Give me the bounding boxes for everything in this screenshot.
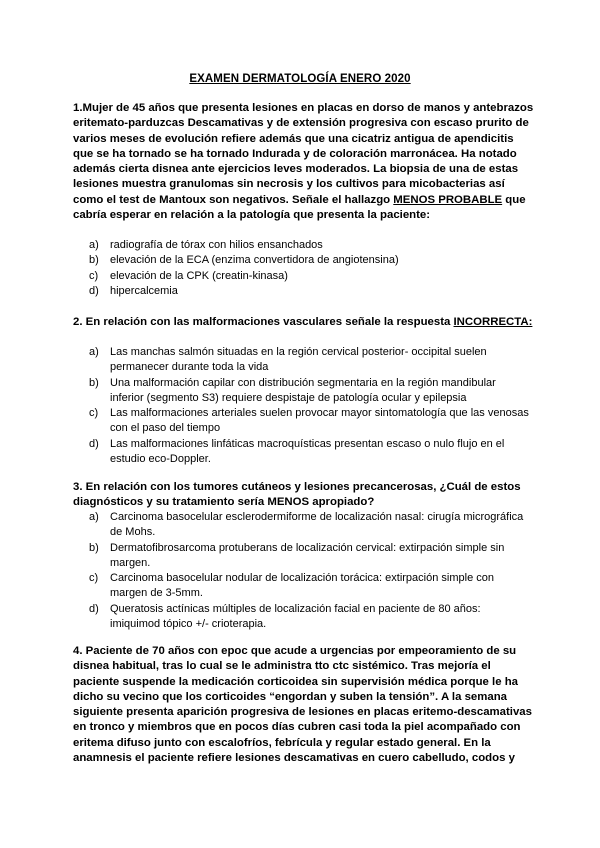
option-3c: c) Carcinoma basocelular nodular de localización torácica: extirpación simple con margen de 3-5mm. [89, 572, 494, 600]
option-3d: d) Queratosis actínicas múltiples de localización facial en paciente de 80 años: imiquimod tópico +/- crioterapia. [89, 602, 481, 631]
question-2-stem [73, 315, 536, 330]
option-3a: a) Carcinoma basocelular esclerodermiforme de localización nasal: cirugía micrográfica de Mohs. [89, 511, 524, 539]
question-3-options [89, 510, 529, 632]
option-1b: b) elevación de la ECA (enzima convertidora de angiotensina) [89, 254, 399, 267]
question-4-stem: 4. Paciente de 70 años con epoc que acude a urgencias por empeoramiento de su disnea habitual, tras lo cual se le administra tto ctc sistémico. Tras mejoría el paciente suspende la medicación corticoidea sin supervisión médica porque le ha dicho su vecino que los corticoides “engordan y suben la tensión”. A la semana siguiente presenta aparición progresiva de lesiones en placas eritemo-descamativas en tronco y miembros que en pocos días cubren casi toda la piel acompañado con eritema difuso junto con escalofríos, febrícula y regular estado general. En la anamnesis el paciente refiere lesiones descamativas en cuero cabelludo, codos y [73, 645, 532, 765]
question-1-stem [73, 101, 536, 223]
question-2-emphasis: INCORRECTA: [453, 316, 533, 328]
option-2b: b) Una malformación capilar con distribución segmentaria en la región mandibular inferior (segmento S3) requiere despistaje de patología ocular y epilepsia [89, 376, 496, 404]
option-2c: c) Las malformaciones arteriales suelen provocar mayor sintomatología que las venosas con el paso del tiempo [89, 407, 529, 435]
option-2a: a) Las manchas salmón situadas en la región cervical posterior- occipital suelen permanecer durante toda la vida [89, 346, 487, 374]
option-3b: b) Dermatofibrosarcoma protuberans de localización cervical: extirpación simple sin margen. [89, 541, 505, 569]
exam-title: EXAMEN DERMATOLOGÍA ENERO 2020 [189, 73, 411, 85]
question-2-text: 2. En relación con las malformaciones vasculares señale la respuesta [73, 316, 454, 328]
question-1-text: 1.Mujer de 45 años que presenta lesiones en placas en dorso de manos y antebrazos eritemato-parduzcas Descamativas y de extensión progresiva con escaso prurito de varios meses de evolución refiere además que una cicatriz antigua de apendicitis que se ha tornado se ha tornado Indurada y de coloración marronácea. Ha notado además cierta disnea ante ejercicios leves moderados. La biopsia de una de estas lesiones muestra granulomas sin necrosis y los cultivos para micobacterias así como el test de Mantoux son negativos. Señale el hallazgo [73, 102, 534, 206]
option-2d: d) Las malformaciones linfáticas macroquísticas presentan escaso o nulo flujo en el estudio eco-Doppler. [89, 437, 505, 466]
question-1-options [89, 238, 529, 299]
option-1a: a) radiografía de tórax con hilios ensanchados [89, 239, 323, 251]
question-1-emphasis: MENOS PROBABLE [393, 193, 503, 206]
option-1d: d) hipercalcemia [89, 284, 178, 297]
question-2-options [89, 345, 529, 467]
question-1-text-end: que cabría esperar en relación a la patología que presenta la paciente: [73, 193, 526, 222]
option-1c: c) elevación de la CPK (creatin-kinasa) [89, 269, 288, 282]
question-3-stem: 3. En relación con los tumores cutáneos y lesiones precancerosas, ¿Cuál de estos diagnósticos y su tratamiento sería MENOS apropiado? [73, 481, 521, 509]
